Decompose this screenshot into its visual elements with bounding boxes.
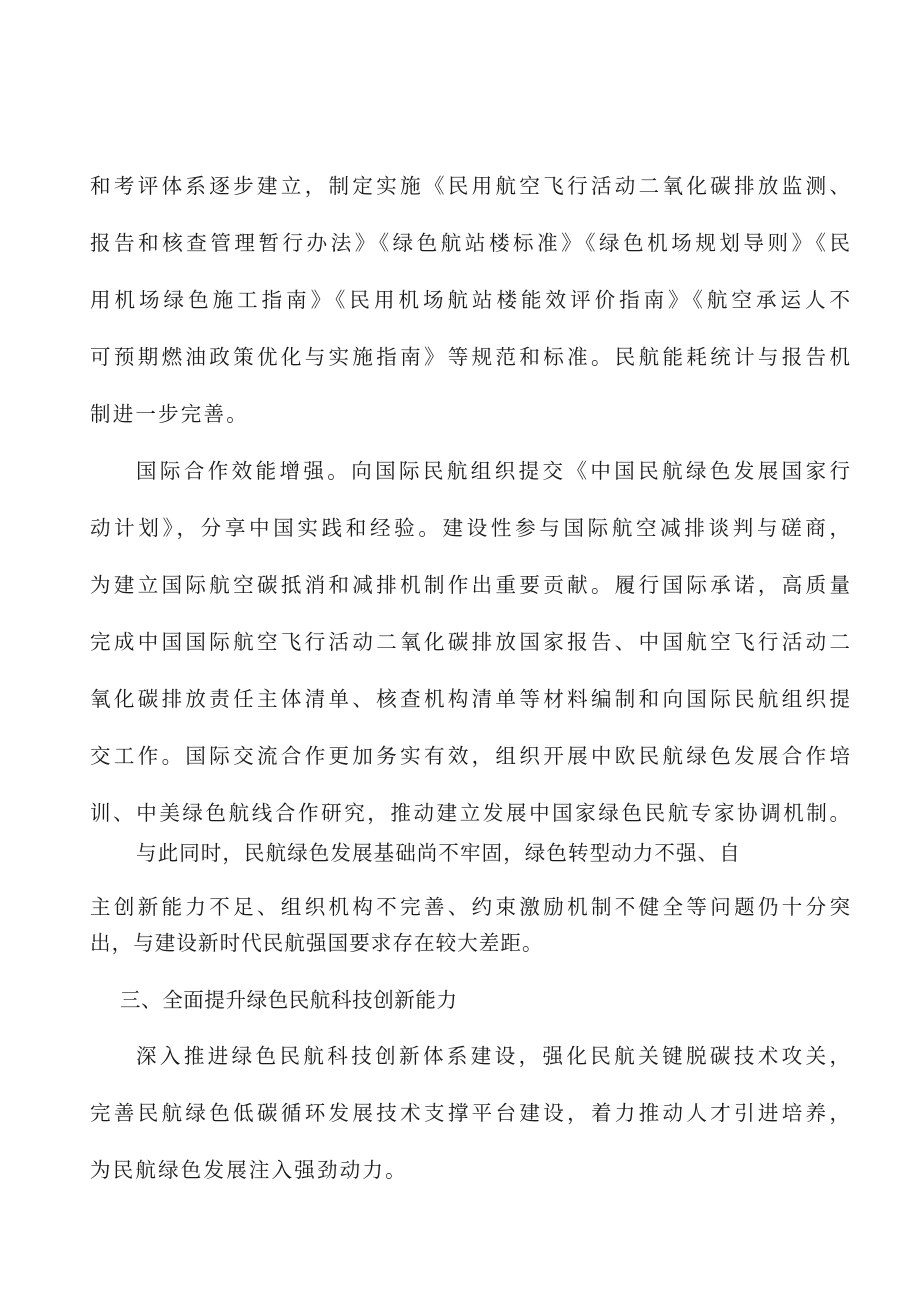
- paragraph-2-line-1: 国际合作效能增强。向国际民航组织提交《中国民航绿色发展国家行: [136, 459, 850, 483]
- paragraph-2-line-4: 完成中国国际航空飞行活动二氧化碳排放国家报告、中国航空飞行活动二: [90, 630, 850, 654]
- paragraph-4-line-1: 深入推进绿色民航科技创新体系建设，强化民航关键脱碳技术攻关，: [136, 1044, 850, 1068]
- paragraph-4-line-2: 完善民航绿色低碳循环发展技术支撑平台建设，着力推动人才引进培养，: [90, 1101, 850, 1125]
- paragraph-1-line-1: 和考评体系逐步建立，制定实施《民用航空飞行活动二氧化碳排放监测、: [90, 174, 850, 198]
- paragraph-2-line-2: 动计划》，分享中国实践和经验。建设性参与国际航空减排谈判与磋商，: [90, 516, 850, 540]
- paragraph-1-line-3: 用机场绿色施工指南》《民用机场航站楼能效评价指南》《航空承运人不: [90, 288, 850, 312]
- paragraph-2-line-3: 为建立国际航空碳抵消和减排机制作出重要贡献。履行国际承诺，高质量: [90, 573, 850, 597]
- paragraph-3-line-3: 出，与建设新时代民航强国要求存在较大差距。: [90, 931, 544, 955]
- paragraph-3-line-1: 与此同时，民航绿色发展基础尚不牢固，绿色转型动力不强、自: [136, 841, 741, 865]
- paragraph-1-line-4: 可预期燃油政策优化与实施指南》等规范和标准。民航能耗统计与报告机: [90, 345, 850, 369]
- paragraph-1-line-2: 报告和核查管理暂行办法》《绿色航站楼标准》《绿色机场规划导则》《民: [90, 231, 850, 255]
- paragraph-2-line-7: 训、中美绿色航线合作研究，推动建立发展中国家绿色民航专家协调机制。: [90, 801, 850, 825]
- section-heading: 三、全面提升绿色民航科技创新能力: [120, 988, 458, 1012]
- paragraph-4-line-3: 为民航绿色发展注入强劲动力。: [90, 1158, 408, 1182]
- paragraph-2-line-5: 氧化碳排放责任主体清单、核查机构清单等材料编制和向国际民航组织提: [90, 687, 850, 711]
- paragraph-3-line-2: 主创新能力不足、组织机构不完善、约束激励机制不健全等问题仍十分突: [90, 895, 850, 919]
- paragraph-1-line-5: 制进一步完善。: [90, 402, 249, 426]
- paragraph-2-line-6: 交工作。国际交流合作更加务实有效，组织开展中欧民航绿色发展合作培: [90, 744, 850, 768]
